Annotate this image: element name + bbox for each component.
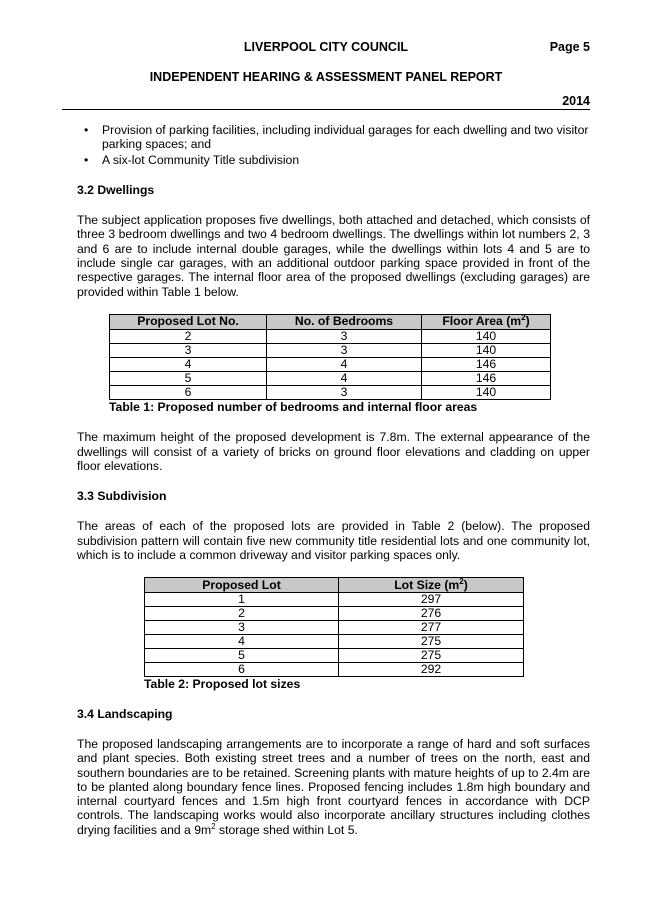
table-row: [145, 621, 524, 635]
report-title: INDEPENDENT HEARING & ASSESSMENT PANEL REPORT: [149, 70, 503, 84]
council-name: LIVERPOOL CITY COUNCIL: [243, 40, 409, 54]
table-cell: 146: [422, 371, 551, 385]
table-cell: 3: [145, 621, 339, 635]
table-cell: 2: [145, 607, 339, 621]
table-bedrooms-floor-area: [109, 314, 551, 400]
table-cell: 275: [339, 649, 524, 663]
page-header: [0, 40, 652, 56]
list-item: • Provision of parking facilities, including individual garages for each dwelling and two visitor parking spaces; and: [84, 123, 589, 152]
table-cell: 4: [267, 371, 422, 385]
table-lot-sizes: [144, 577, 524, 677]
table-cell: 140: [422, 343, 551, 357]
bullet-icon: •: [84, 152, 89, 167]
table-row: [110, 385, 551, 399]
table-body: [110, 329, 551, 399]
table-row: [110, 329, 551, 343]
table-row: [145, 593, 524, 607]
table-cell: 6: [145, 663, 339, 677]
table-row: [145, 649, 524, 663]
table-cell: 4: [110, 357, 267, 371]
table-cell: 6: [110, 385, 267, 399]
dwellings-paragraph: The subject application proposes five dwellings, both attached and detached, which consists of three 3 bedroom dwellings and two 4 bedroom dwellings. The dwellings within lot numbers 2, 3 and 6 are to include internal double garages, while the dwellings within lots 4 and 5 are to include single car garages, with an additional outdoor parking space provided in front of the respective garages. The internal floor area of the proposed dwellings (excluding garages) are provided within Table 1 below.: [77, 213, 590, 299]
table-row: [145, 635, 524, 649]
table-cell: 3: [267, 329, 422, 343]
bullet-list: [62, 123, 590, 167]
table-row: [110, 357, 551, 371]
table-cell: 3: [267, 385, 422, 399]
table-row: [145, 607, 524, 621]
table-cell: 292: [339, 663, 524, 677]
table-cell: 3: [267, 343, 422, 357]
section-heading-subdivision: 3.3 Subdivision: [77, 489, 167, 504]
bullet-icon: •: [84, 123, 89, 137]
table-cell: 277: [339, 621, 524, 635]
table-cell: 1: [145, 593, 339, 607]
table1-caption: Table 1: Proposed number of bedrooms and internal floor areas: [109, 399, 478, 414]
header-divider: [62, 109, 590, 110]
list-item: • A six-lot Community Title subdivision: [84, 152, 300, 167]
table-cell: 4: [145, 635, 339, 649]
section-heading-landscaping: 3.4 Landscaping: [77, 706, 173, 721]
page-number: Page 5: [549, 40, 590, 54]
table-cell: 5: [145, 649, 339, 663]
table-cell: 5: [110, 371, 267, 385]
table-cell: 146: [422, 357, 551, 371]
report-year: 2014: [562, 94, 590, 108]
height-paragraph: The maximum height of the proposed development is 7.8m. The external appearance of the dwellings will consist of a variety of bricks on ground floor elevations and cladding on upper floor elevations.: [77, 430, 590, 473]
table-row: [145, 663, 524, 677]
column-header: Lot Size $(m^2)$: [339, 578, 524, 593]
table-cell: 3: [110, 343, 267, 357]
table-cell: 275: [339, 635, 524, 649]
table-cell: 4: [267, 357, 422, 371]
column-header: Floor Area $(m^2)$: [422, 314, 551, 329]
table2-caption: Table 2: Proposed lot sizes: [144, 677, 301, 692]
table-cell: 140: [422, 329, 551, 343]
column-header: No. of Bedrooms: [267, 314, 422, 329]
table-row: [110, 343, 551, 357]
subdivision-paragraph: The areas of each of the proposed lots are provided in Table 2 (below). The proposed subdivision pattern will contain five new community title residential lots and one community lot, which is to include a common driveway and visitor parking spaces only.: [77, 519, 590, 563]
column-header: Proposed Lot: [145, 578, 339, 593]
table-cell: 297: [339, 593, 524, 607]
table-cell: 2: [110, 329, 267, 343]
table-cell: 276: [339, 607, 524, 621]
table-body: [145, 593, 524, 677]
section-heading-dwellings: 3.2 Dwellings: [77, 182, 155, 197]
report-body: [77, 123, 590, 837]
table-row: [110, 371, 551, 385]
landscaping-paragraph: The proposed landscaping arrangements are to incorporate a range of hard and soft surfaces and plant species. Both existing street trees and a number of trees on the north, east and southern boundaries are to be retained. Screening plants with mature heights of up to 2.4m are to be planted along boundary fence lines. Proposed fencing includes 1.8m high boundary and internal courtyard fences and 1.5m high front courtyard fences in accordance with DCP controls. The landscaping works would also incorporate ancillary structures including clothes drying facilities and a $9m^2$ storage shed within Lot 5.: [77, 736, 590, 837]
table-header-row: [145, 578, 524, 593]
table-header-row: [110, 314, 551, 329]
table-cell: 140: [422, 385, 551, 399]
column-header: Proposed Lot No.: [110, 314, 267, 329]
